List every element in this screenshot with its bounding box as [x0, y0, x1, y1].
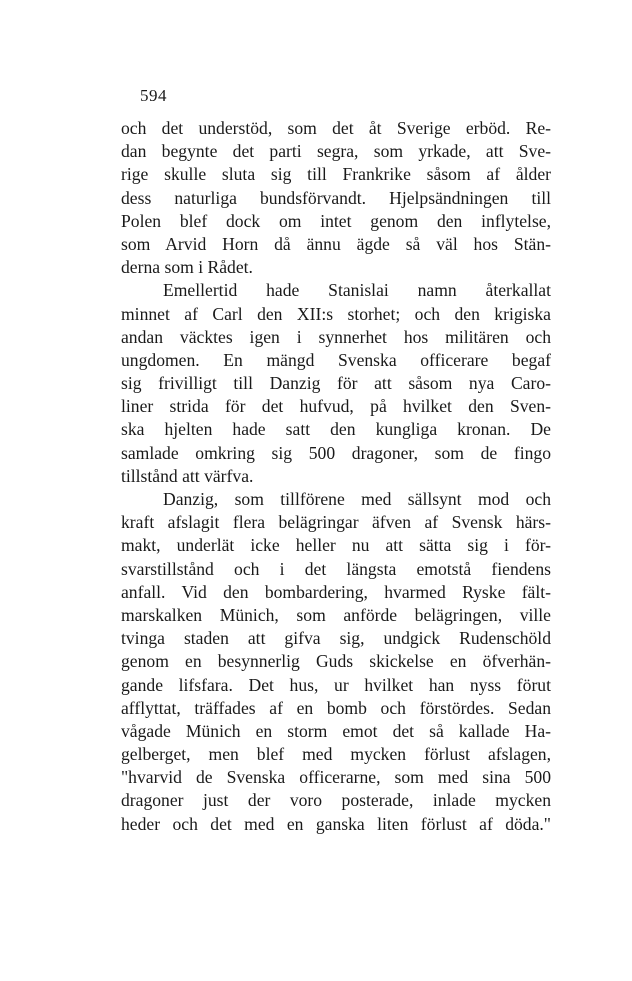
text-line: anfall. Vid den bombardering, hvarmed Ryske fält-	[121, 581, 551, 602]
text-line: rige skulle sluta sig till Frankrike såsom af ålder	[121, 164, 551, 185]
text-line: tillstånd att värfva.	[121, 465, 254, 486]
text-line: och det understöd, som det åt Sverige erböd. Re-	[121, 118, 551, 138]
text-line: kraft afslagit flera belägringar äfven af Svensk härs-	[121, 512, 551, 533]
text-line: dan begynte det parti segra, som yrkade, att Sve-	[121, 141, 551, 162]
text-line: Danzig, som tillförene med sällsynt mod och	[163, 489, 551, 509]
text-line: Polen blef dock om intet genom den inflytelse,	[121, 210, 551, 231]
text-line: minnet af Carl den XII:s storhet; och den krigiska	[121, 303, 551, 324]
text-line: tvinga staden att gifva sig, undgick Rudenschöld	[121, 628, 551, 649]
text-line: makt, underlät icke heller nu att sätta sig i för-	[121, 535, 551, 556]
text-line: gande lifsfara. Det hus, ur hvilket han nyss förut	[121, 674, 551, 695]
text-line: svarstillstånd och i det längsta emotstå fiendens	[121, 558, 551, 579]
text-line: ska hjelten hade satt den kungliga kronan. De	[121, 419, 551, 440]
body-text	[121, 117, 551, 836]
text-line: afflyttat, träffades af en bomb och förstördes. Sedan	[121, 697, 551, 718]
text-line: Emellertid hade Stanislai namn återkallat	[163, 280, 551, 301]
text-line: som Arvid Horn då ännu ägde så väl hos Stän-	[121, 233, 551, 254]
text-line: ungdomen. En mängd Svenska officerare begaf	[121, 349, 551, 370]
text-line: heder och det med en ganska liten förlust af döda."	[121, 813, 551, 834]
text-line: "hvarvid de Svenska officerarne, som med sina 500	[121, 767, 551, 788]
page-number: 594	[140, 86, 167, 105]
text-line: vågade Münich en storm emot det så kallade Ha-	[121, 720, 551, 741]
text-line: genom en besynnerlig Guds skickelse en öfverhän-	[121, 651, 551, 672]
text-line: derna som i Rådet.	[121, 257, 253, 278]
text-line: samlade omkring sig 500 dragoner, som de fingo	[121, 442, 551, 463]
text-line: liner strida för det hufvud, på hvilket den Sven-	[121, 396, 551, 417]
text-line: andan väcktes igen i synnerhet hos militären och	[121, 326, 551, 347]
text-line: dragoner just der voro posterade, inlade mycken	[121, 790, 551, 811]
text-line: sig frivilligt till Danzig för att såsom nya Caro-	[121, 373, 551, 394]
text-line: dess naturliga bundsförvandt. Hjelpsändningen till	[121, 187, 551, 208]
text-line: gelberget, men blef med mycken förlust afslagen,	[121, 744, 551, 765]
text-line: marskalken Münich, som anförde belägringen, ville	[121, 604, 551, 625]
